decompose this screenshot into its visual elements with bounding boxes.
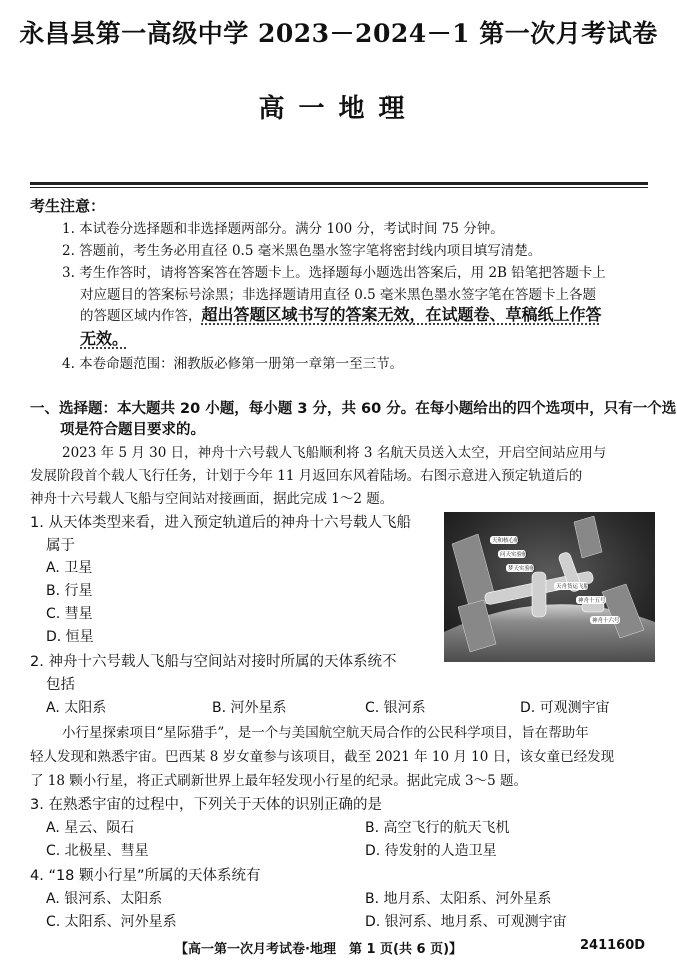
question-2-stem-cont: 包括 xyxy=(46,677,75,693)
question-2-option-d: D. 可观测宇宙 xyxy=(520,700,610,716)
question-1-stem-cont: 属于 xyxy=(46,538,75,554)
section-heading-line-2: 项是符合题目要求的。 xyxy=(60,422,205,438)
question-4-stem: 4. “18 颗小行星”所属的天体系统有 xyxy=(30,868,261,884)
passage-2-line-2: 轻人发现和熟悉宇宙。巴西某 8 岁女童参与该项目，截至 2021 年 10 月 10 日，该女童已经发现 xyxy=(30,749,615,765)
question-1-stem: 1. 从天体类型来看，进入预定轨道后的神舟十六号载人飞船 xyxy=(30,515,411,531)
question-1-option-c: C. 彗星 xyxy=(46,606,93,622)
figure-label-6: 神舟十六号 xyxy=(592,618,620,624)
paper-code: 241160D xyxy=(580,938,646,953)
question-2-option-c: C. 银河系 xyxy=(365,700,426,716)
question-3-option-b: B. 高空飞行的航天飞机 xyxy=(365,820,510,836)
section-heading-line-1: 一、选择题：本大题共 20 小题，每小题 3 分，共 60 分。在每小题给出的四个选项中，只有一个选 xyxy=(30,401,677,417)
question-2-stem: 2. 神舟十六号载人飞船与空间站对接时所属的天体系统不 xyxy=(30,654,397,670)
notice-item-3-line-2: 对应题目的答案标号涂黑；非选择题请用直径 0.5 毫米黑色墨水签字笔在答题卡上各题 xyxy=(80,287,597,303)
passage-2-line-1: 小行星探索项目“星际猎手”，是一个与美国航空航天局合作的公民科学项目，旨在帮助年 xyxy=(62,725,589,741)
passage-2-line-3: 了 18 颗小行星，将正式刷新世界上最年轻发现小行星的纪录。据此完成 3～5 题。 xyxy=(30,773,528,789)
figure-label-1: 天和核心舱 xyxy=(492,538,520,544)
question-4-option-b: B. 地月系、太阳系、河外星系 xyxy=(365,891,552,907)
question-3-option-d: D. 待发射的人造卫星 xyxy=(365,843,497,859)
notice-item-3-line-1: 3. 考生作答时，请将答案答在答题卡上。选择题每小题选出答案后，用 2B 铅笔把答题卡上 xyxy=(62,265,606,281)
page-footer: 【高一第一次月考试卷·地理 第 1 页(共 6 页)】 xyxy=(175,942,463,957)
exam-title: 永昌县第一高级中学 2023－2024－1 第一次月考试卷 xyxy=(19,19,658,48)
question-1-option-d: D. 恒星 xyxy=(46,629,94,645)
question-2-option-a: A. 太阳系 xyxy=(46,700,107,716)
notice-item-4: 4. 本卷命题范围：湘教版必修第一册第一章第一至三节。 xyxy=(62,356,404,372)
question-2-option-b: B. 河外星系 xyxy=(212,700,287,716)
passage-1-line-3: 神舟十六号载人飞船与空间站对接画面，据此完成 1～2 题。 xyxy=(30,491,394,507)
notice-heading: 考生注意： xyxy=(30,197,106,215)
passage-1-line-1: 2023 年 5 月 30 日，神舟十六号载人飞船顺利将 3 名航天员送入太空，开启空间站应用与 xyxy=(62,445,607,461)
question-4-option-a: A. 银河系、太阳系 xyxy=(46,891,163,907)
notice-item-3-emphasis: 超出答题区域书写的答案无效，在试题卷、草稿纸上作答 xyxy=(201,305,602,324)
notice-item-1: 1. 本试卷分选择题和非选择题两部分。满分 100 分，考试时间 75 分钟。 xyxy=(62,221,504,237)
passage-1-line-2: 发展阶段首个载人飞行任务，计划于今年 11 月返回东风着陆场。右图示意进入预定轨道后的 xyxy=(30,468,583,484)
notice-item-2: 2. 答题前，考生务必用直径 0.5 毫米黑色墨水签字笔将密封线内项目填写清楚。 xyxy=(62,243,542,259)
question-3-option-c: C. 北极星、彗星 xyxy=(46,843,149,859)
question-1-option-a: A. 卫星 xyxy=(46,560,93,576)
space-station-figure xyxy=(444,512,655,662)
notice-item-3-line-3 xyxy=(80,302,602,325)
figure-label-5: 神舟十五号 xyxy=(578,598,606,604)
figure-label-4: 天舟货运飞船 xyxy=(556,584,590,590)
question-3-option-a: A. 星云、陨石 xyxy=(46,820,135,836)
subject-title: 高一地理 xyxy=(258,94,419,124)
question-4-option-d: D. 银河系、地月系、可观测宇宙 xyxy=(365,914,567,930)
question-3-stem: 3. 在熟悉宇宙的过程中，下列关于天体的识别正确的是 xyxy=(30,797,382,813)
header-rule-thick xyxy=(30,182,648,185)
header-rule-thin xyxy=(30,187,648,188)
figure-label-3: 梦天实验舱 xyxy=(508,566,536,572)
figure-label-2: 问天实验舱 xyxy=(500,552,528,558)
notice-item-3-emphasis-end: 无效。 xyxy=(80,329,129,348)
notice-item-3-plain: 的答题区域内作答， xyxy=(80,308,202,324)
question-4-option-c: C. 太阳系、河外星系 xyxy=(46,914,177,930)
question-1-option-b: B. 行星 xyxy=(46,583,93,599)
